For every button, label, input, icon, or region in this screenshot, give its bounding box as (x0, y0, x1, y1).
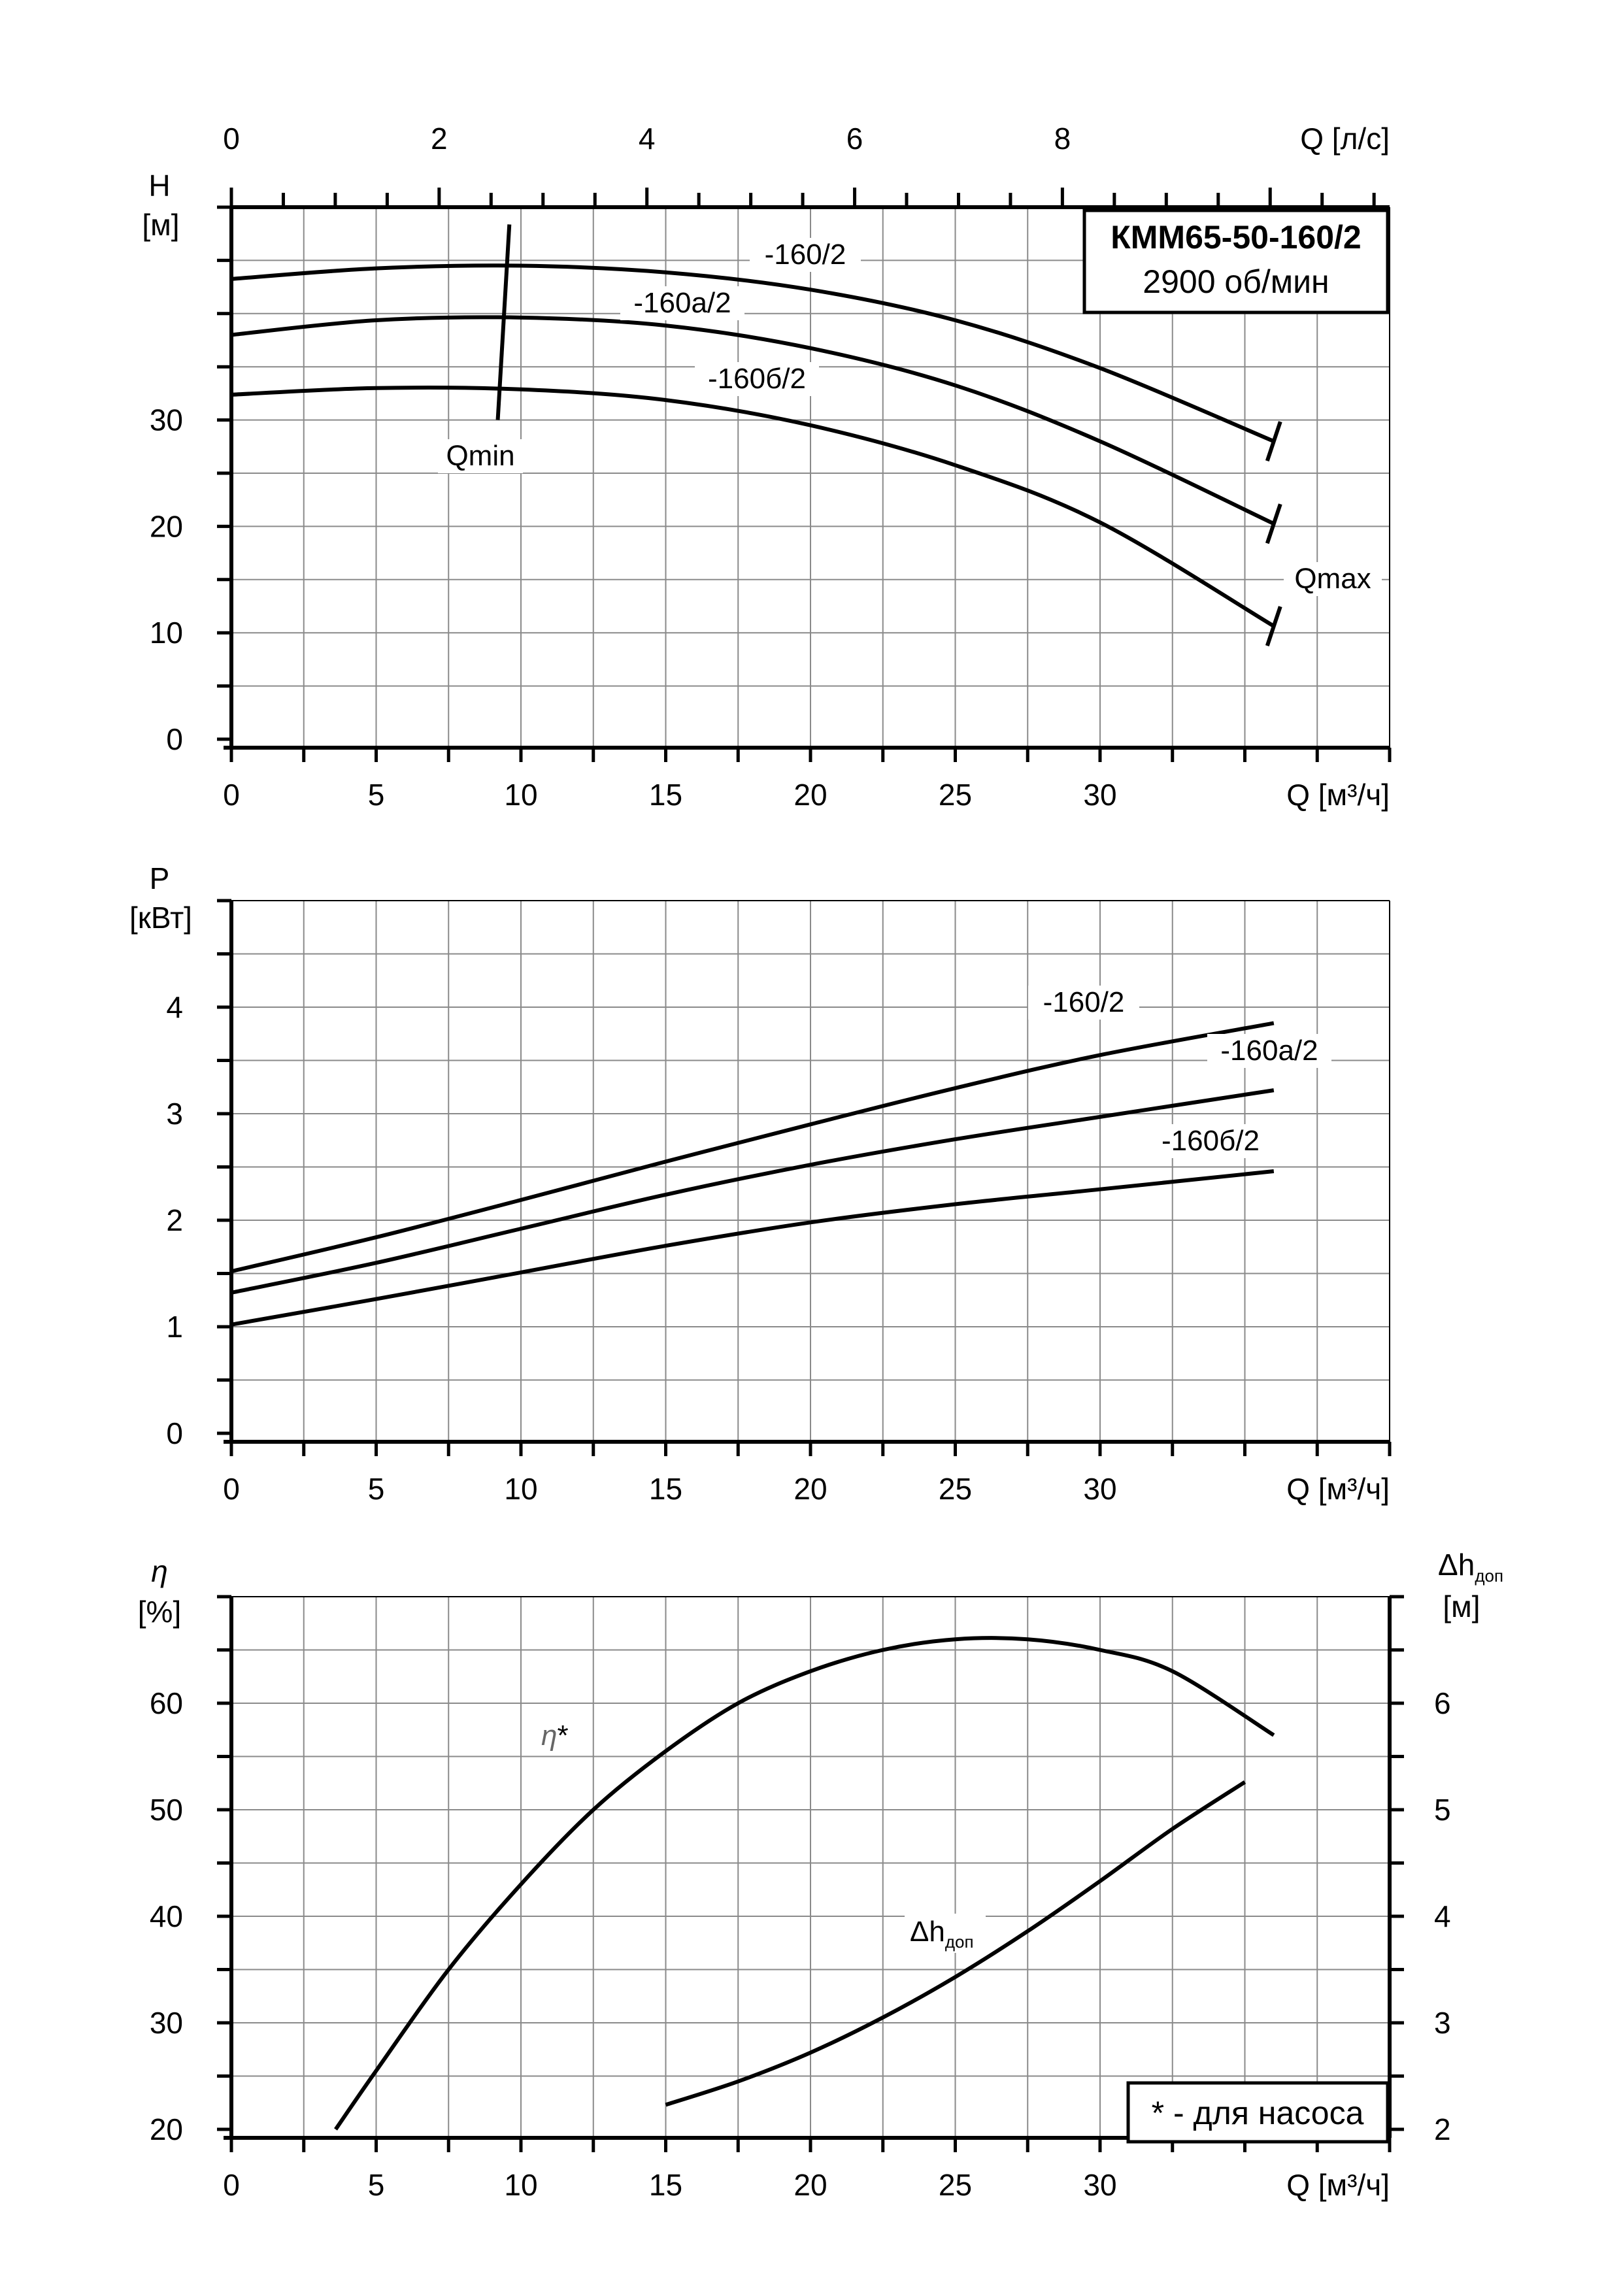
efficiency-label: η* (541, 1720, 569, 1752)
x-tick-label: 10 (504, 778, 538, 812)
y2-axis-title: $\Delta h_{доп}$ (1438, 1548, 1504, 1586)
y-tick-label: 1 (166, 1310, 183, 1344)
top-axis-tick-label: 8 (1054, 122, 1071, 156)
y-axis-title-efficiency: η (151, 1554, 168, 1588)
x-tick-label: 0 (223, 1472, 240, 1506)
head-curve-3 (231, 388, 1274, 626)
footnote-text: * - для насоса (1151, 2095, 1364, 2131)
qmax-tick (1267, 504, 1280, 543)
y-axis-title-head: H (148, 169, 171, 203)
y-tick-label: 4 (166, 990, 183, 1024)
top-axis-tick-label: 4 (638, 122, 656, 156)
x-tick-label: 30 (1083, 1472, 1117, 1506)
y2-tick-label: 5 (1434, 1793, 1451, 1827)
power-curve-3 (231, 1171, 1274, 1325)
x-axis-title: Q [м³/ч] (1286, 2168, 1390, 2202)
y-axis-unit-head: [м] (142, 208, 180, 242)
x-tick-label: 0 (223, 2168, 240, 2202)
x-tick-label: 5 (367, 1472, 385, 1506)
x-tick-label: 10 (504, 1472, 538, 1506)
power-curve-2 (231, 1090, 1274, 1293)
y-axis-title-power: P (149, 861, 170, 895)
head-label-160a-2: -160а/2 (633, 287, 731, 319)
y-tick-label: 0 (166, 722, 183, 756)
y-tick-label: 0 (166, 1416, 183, 1450)
y-tick-label: 2 (166, 1203, 183, 1237)
head-label-160-2: -160/2 (764, 239, 846, 271)
x-tick-label: 10 (504, 2168, 538, 2202)
y-tick-label: 40 (149, 1899, 183, 1933)
power-label-160-2: -160/2 (1043, 986, 1125, 1018)
y2-tick-label: 6 (1434, 1686, 1451, 1720)
power-label-160b-2: -160б/2 (1161, 1125, 1260, 1157)
x-tick-label: 15 (648, 778, 683, 812)
top-axis-title: Q [л/с] (1300, 122, 1390, 156)
x-tick-label: 30 (1083, 778, 1117, 812)
speed-subtitle: 2900 об/мин (1143, 263, 1329, 300)
x-tick-label: 0 (223, 778, 240, 812)
top-axis-tick-label: 0 (223, 122, 240, 156)
x-tick-label: 25 (938, 2168, 973, 2202)
y2-tick-label: 2 (1434, 2112, 1451, 2146)
x-tick-label: 15 (648, 2168, 683, 2202)
y2-axis-unit: [м] (1443, 1589, 1480, 1623)
x-tick-label: 30 (1083, 2168, 1117, 2202)
y-tick-label: 3 (166, 1097, 183, 1131)
x-tick-label: 25 (938, 778, 973, 812)
x-tick-label: 20 (794, 1472, 827, 1506)
head-label-160b-2: -160б/2 (708, 363, 806, 395)
curve-layer (231, 224, 1280, 2129)
model-title: КММ65-50-160/2 (1111, 219, 1362, 256)
y2-tick-label: 4 (1434, 1899, 1451, 1933)
top-axis-tick-label: 6 (846, 122, 863, 156)
y-axis-unit-power: [кВт] (129, 901, 192, 935)
y-tick-label: 50 (149, 1793, 183, 1827)
y-tick-label: 30 (149, 2006, 183, 2040)
x-tick-label: 20 (794, 2168, 827, 2202)
y-tick-label: 60 (149, 1686, 183, 1720)
power-label-160a-2: -160а/2 (1220, 1035, 1318, 1067)
x-tick-label: 20 (794, 778, 827, 812)
top-axis-tick-label: 2 (431, 122, 448, 156)
y-tick-label: 30 (149, 403, 183, 437)
x-tick-label: 5 (367, 778, 385, 812)
x-axis-title: Q [м³/ч] (1286, 778, 1390, 812)
qmax-tick (1267, 607, 1280, 646)
y-tick-label: 10 (149, 616, 183, 650)
y-tick-label: 20 (149, 2112, 183, 2146)
x-tick-label: 15 (648, 1472, 683, 1506)
y-tick-label: 20 (149, 509, 183, 544)
y-axis-unit-efficiency: [%] (137, 1595, 182, 1629)
x-tick-label: 5 (367, 2168, 385, 2202)
x-tick-label: 25 (938, 1472, 973, 1506)
x-axis-title: Q [м³/ч] (1286, 1472, 1390, 1506)
npsh-label: $\Delta h_{доп}$ (910, 1916, 974, 1952)
qmin-label: Qmin (446, 440, 515, 472)
y2-tick-label: 3 (1434, 2006, 1451, 2040)
qmax-label: Qmax (1294, 563, 1371, 595)
